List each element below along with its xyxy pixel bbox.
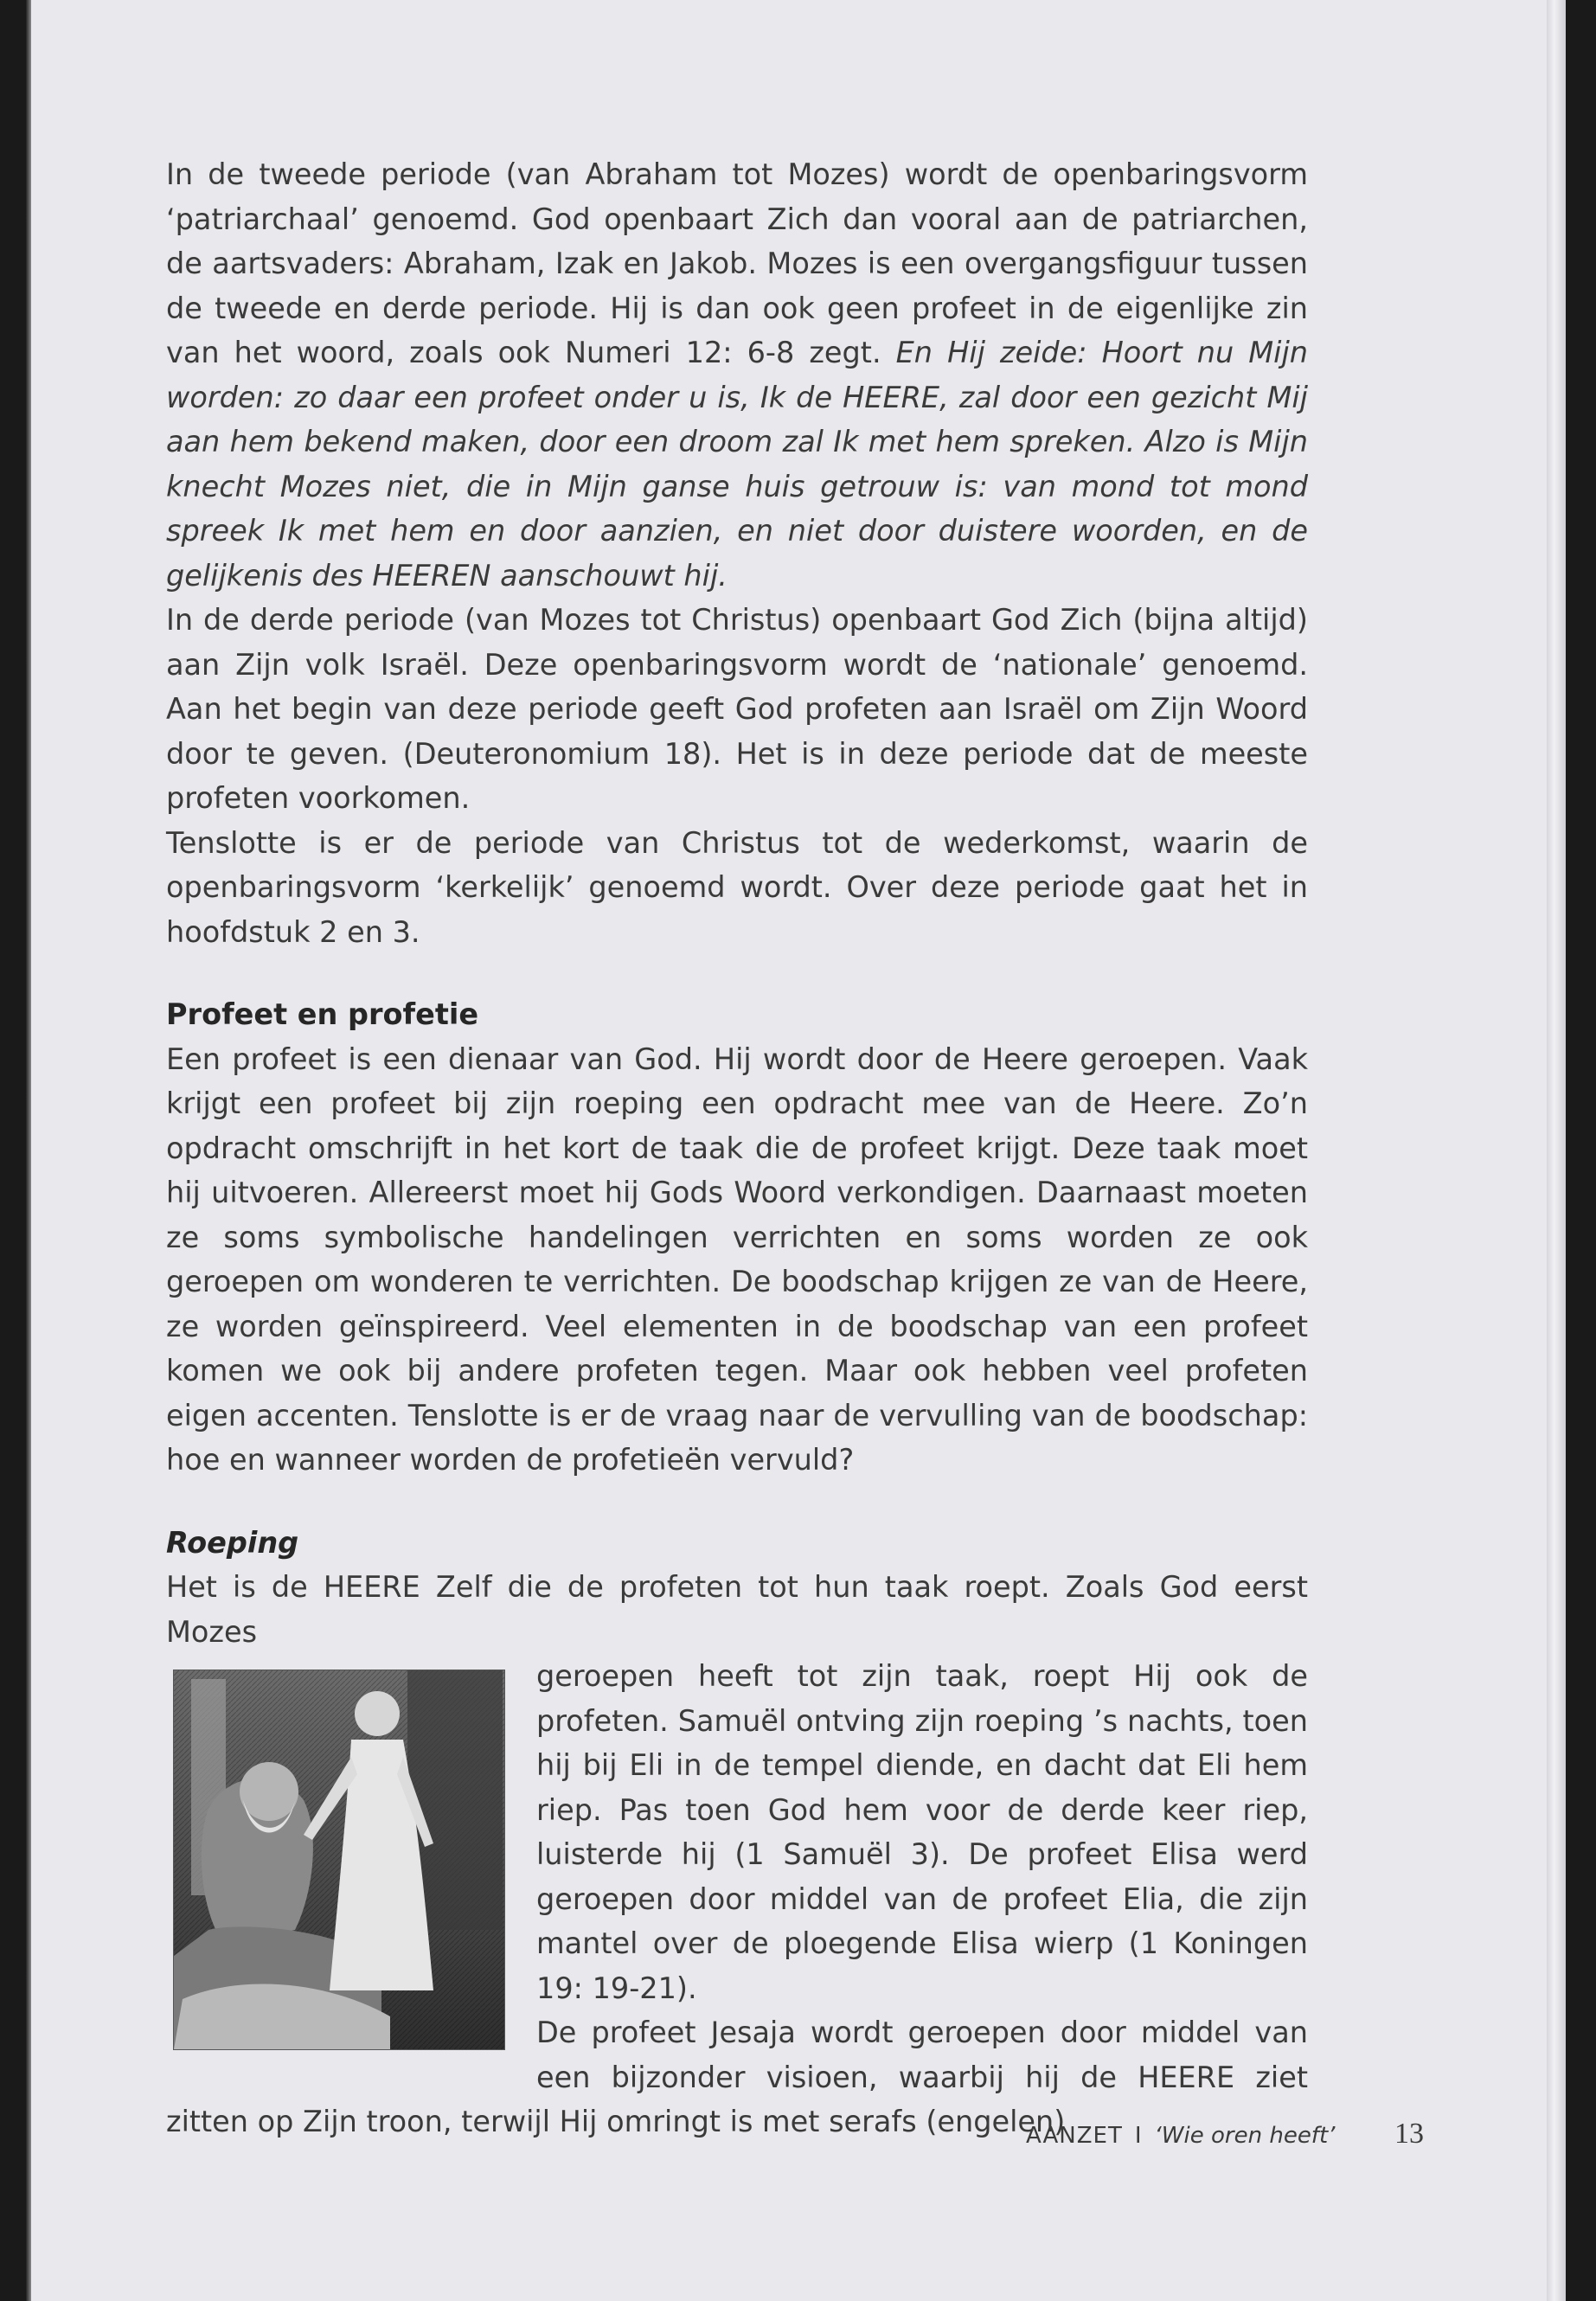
page-edge <box>1547 0 1566 2301</box>
running-footer <box>1026 2123 1335 2149</box>
footer-series: AANZET <box>1026 2123 1123 2149</box>
page-body <box>166 152 1308 2144</box>
heading-profeet-en-profetie: Profeet en profetie <box>166 997 479 1031</box>
paragraph-church-period: Tenslotte is er de periode van Christus tot de wederkomst, waarin de openbaringsvorm ‘kerkelijk’ genoemd wordt. Over deze periode gaat het in hoofdstuk 2 en 3. <box>166 825 1308 949</box>
heading-roeping: Roeping <box>166 1525 299 1560</box>
paragraph-second-period-text: In de tweede periode (van Abraham tot Mozes) wordt de openbaringsvorm ‘patriarchaal’ genoemd. God openbaart Zich dan vooral aan de patriarchen, de aartsvaders: Abraham, Izak en Jakob. Mozes is een overgangsfiguur tussen de tweede en derde periode. Hij is dan ook geen profeet in de eigenlijke zin van het woord, zoals ook Numeri 12: 6-8 zegt. <box>166 157 1308 369</box>
paragraph-jesaja: De profeet Jesaja wordt geroepen door middel van een bijzonder visioen, waarbij hij de HEERE ziet zitten op Zijn troon, terwijl Hij omringt is met serafs (engelen) <box>166 2016 1308 2138</box>
paragraph-roeping <box>166 1565 1308 2010</box>
footer-separator: I <box>1134 2123 1143 2149</box>
quote-numeri-12: En Hij zeide: Hoort nu Mijn worden: zo daar een profeet onder u is, Ik de HEERE, zal door een gezicht Mij aan hem bekend maken, door een droom zal Ik met hem spreken. Alzo is Mijn knecht Mozes niet, die in Mijn ganse huis getrouw is: van mond tot mond spreek Ik met hem en door aanzien, en niet door duistere woorden, en de gelijkenis des HEEREN aanschouwt hij. <box>166 336 1308 593</box>
paragraph-roeping-rest: geroepen heeft tot zijn taak, roept Hij ook de profeten. Samuël ontving zijn roeping ’s nachts, toen hij bij Eli in de tempel diende, en dacht dat Eli hem riep. Pas toen God hem voor de derde keer riep, luisterde hij (1 Samuël 3). De profeet Elisa werd geroepen door middel van de profeet Elia, die zijn mantel over de ploegende Elisa wierp (1 Koningen 19: 19-21). <box>536 1659 1308 2005</box>
paragraph-third-period: In de derde periode (van Mozes tot Christus) openbaart God Zich (bijna altijd) aan Zijn volk Israël. Deze openbaringsvorm wordt de ‘nationale’ genoemd. Aan het begin van deze periode geeft God profeten aan Israël om Zijn Woord door te geven. (Deuteronomium 18). Het is in deze periode dat de meeste profeten voorkomen. <box>166 603 1308 815</box>
page-number: 13 <box>1394 2118 1424 2150</box>
paragraph-second-period <box>166 152 1308 598</box>
paragraph-profeet: Een profeet is een dienaar van God. Hij wordt door de Heere geroepen. Vaak krijgt een profeet bij zijn roeping een opdracht mee van de Heere. Zo’n opdracht omschrijft in het kort de taak die de profeet krijgt. Deze taak moet hij uitvoeren. Allereerst moet hij Gods Woord verkondigen. Daarnaast moeten ze soms symbolische handelingen verrichten en soms worden ze ook geroepen om wonderen te verrichten. De boodschap krijgen ze van de Heere, ze worden geïnspireerd. Veel elementen in de boodschap van een profeet komen we ook bij andere profeten tegen. Maar ook hebben veel profeten eigen accenten. Tenslotte is er de vraag naar de vervulling van de boodschap: hoe en wanneer worden de profetieën vervuld? <box>166 1042 1308 1477</box>
book-page <box>31 0 1547 2301</box>
engraving-eli-and-samuel-icon <box>173 1670 505 2050</box>
page-footer <box>1026 2118 1424 2156</box>
footer-subtitle: ‘Wie oren heeft’ <box>1154 2123 1336 2149</box>
illustration-artwork <box>174 1670 504 2049</box>
paragraph-roeping-first-line: Het is de HEERE Zelf die de profeten tot hun taak roept. Zoals God eerst Mozes <box>166 1570 1308 1649</box>
